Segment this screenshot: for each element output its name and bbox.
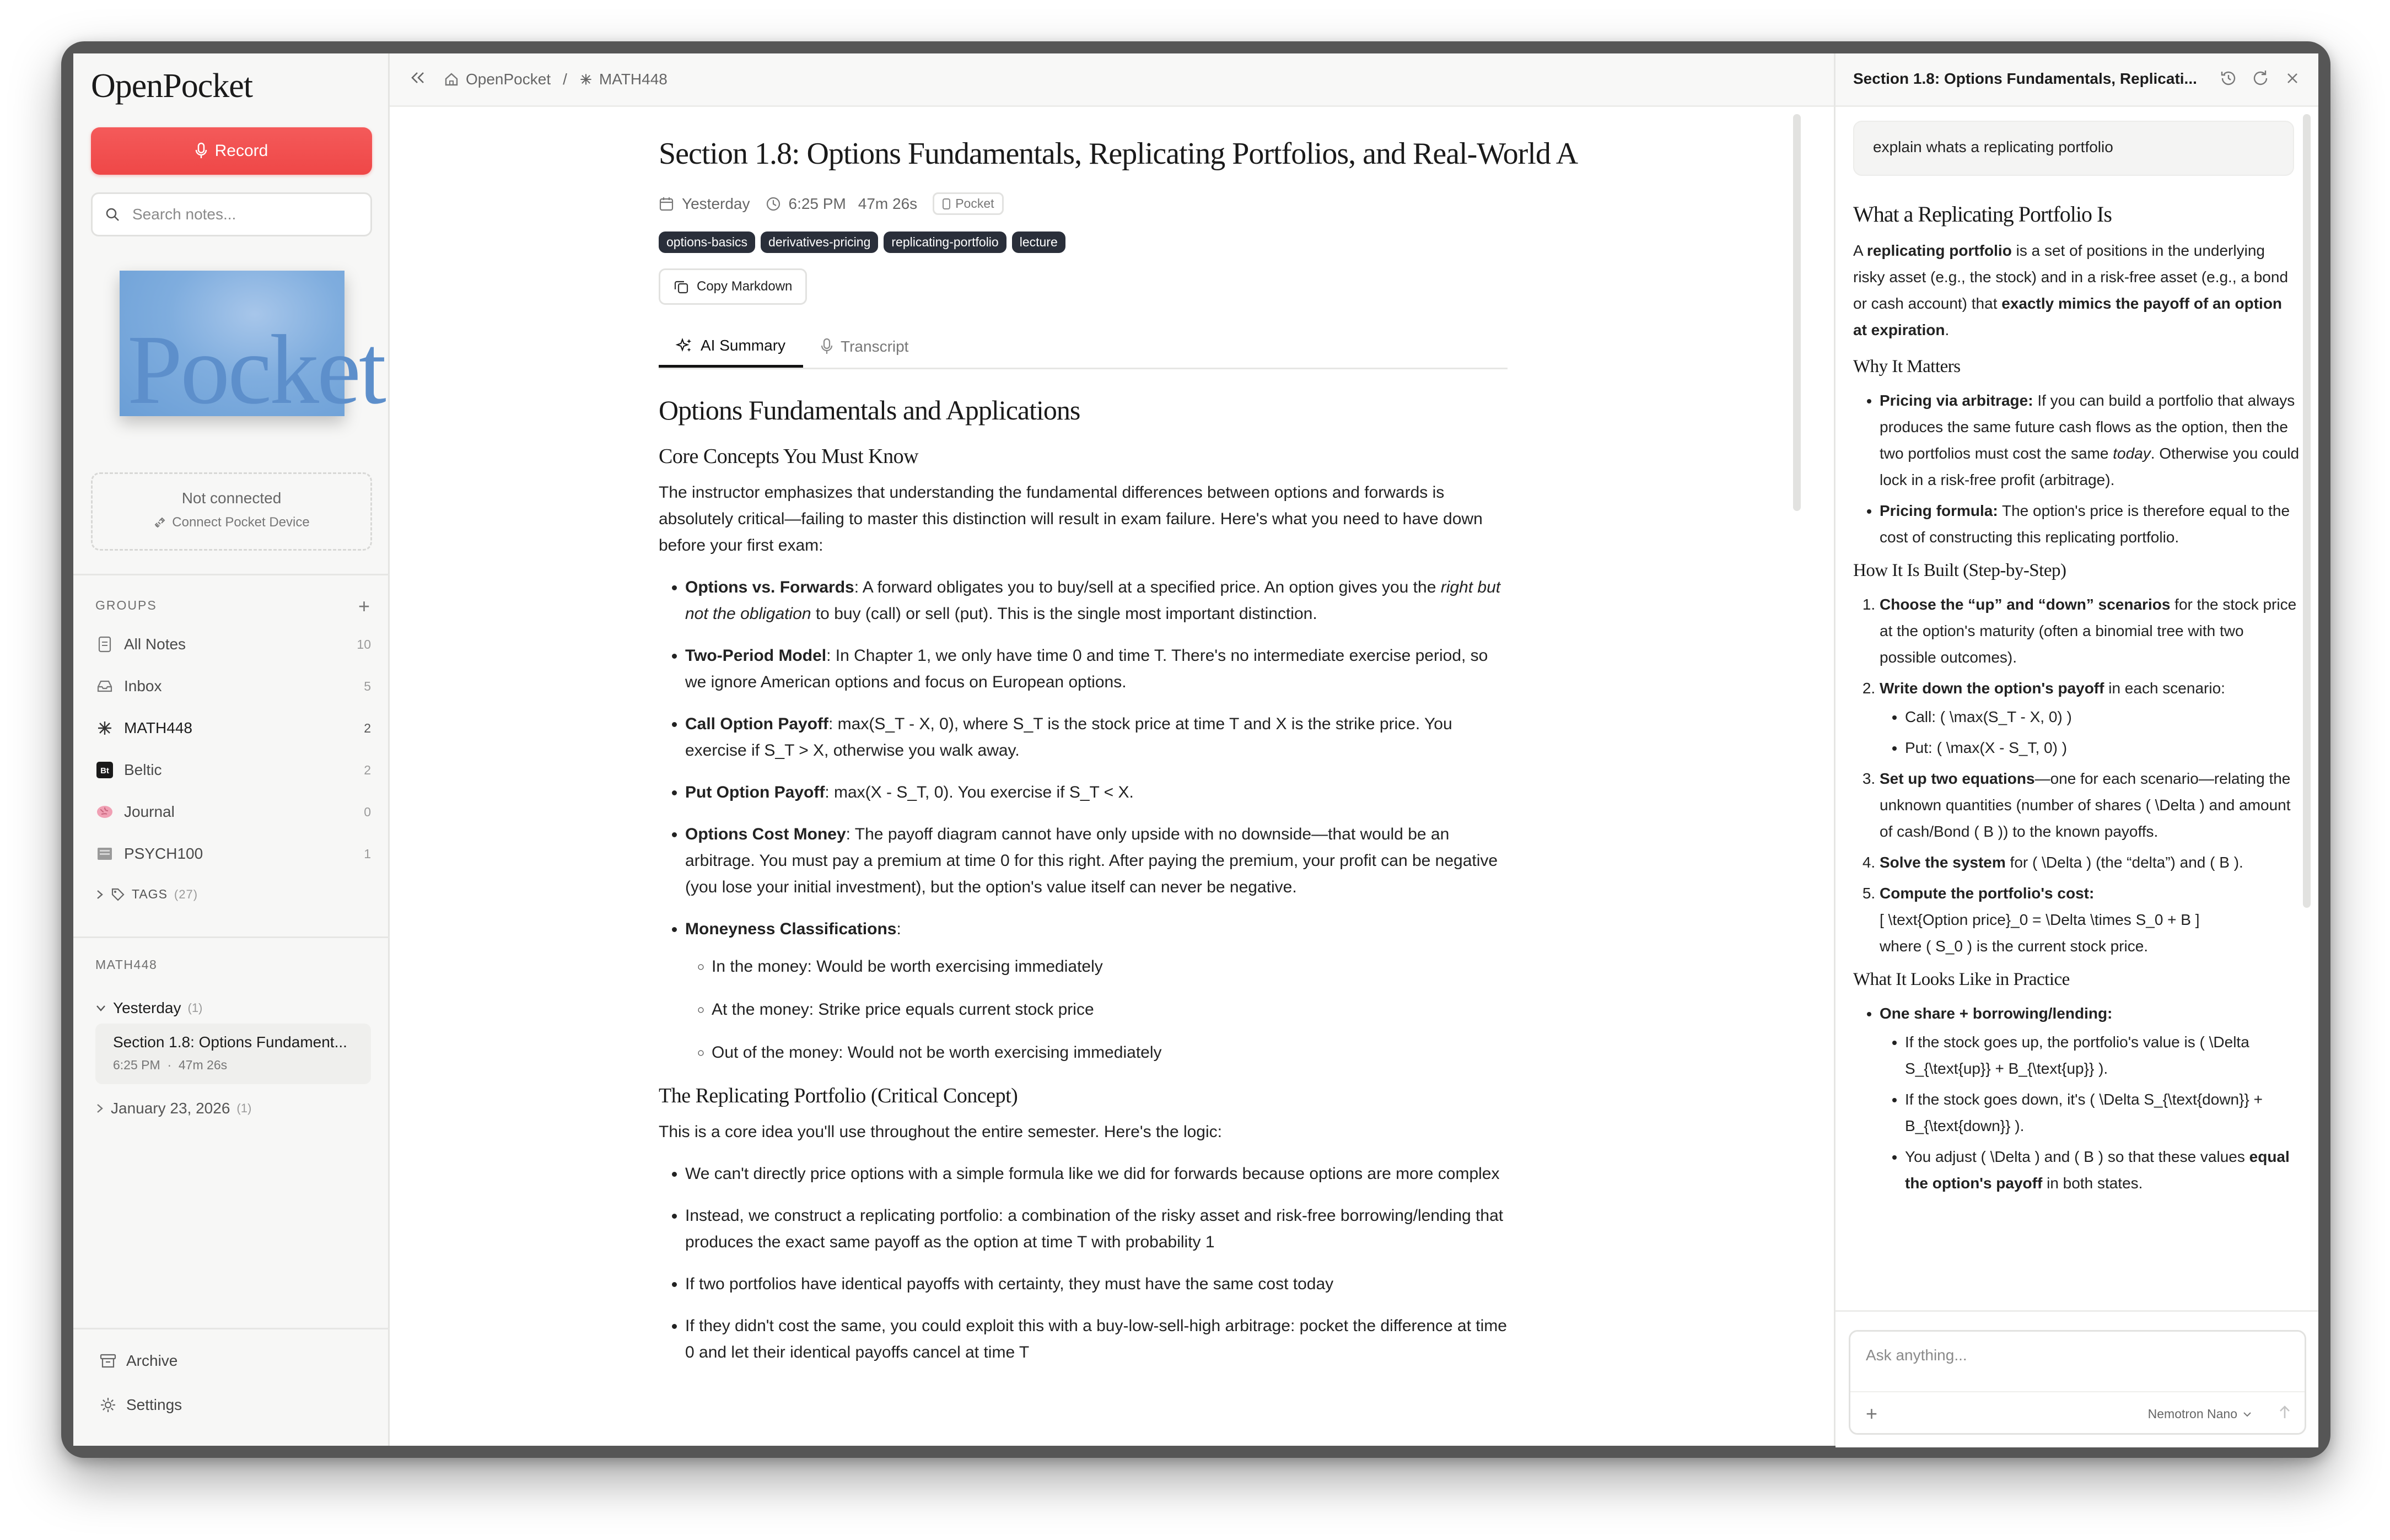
breadcrumb	[444, 71, 668, 88]
sidebar	[73, 53, 390, 1446]
device-connection-box	[91, 472, 372, 551]
archive-icon	[100, 1353, 116, 1369]
sidebar-item-all-notes[interactable]	[95, 628, 371, 661]
microphone-icon	[821, 338, 833, 355]
sidebar-item-beltic[interactable]	[95, 753, 371, 787]
bullet-text: to buy (call) or sell (put). This is the single most important distinction.	[811, 605, 1317, 623]
sidebar-item-psych100[interactable]	[95, 837, 371, 870]
sub-bullet-list	[1880, 1029, 2300, 1197]
add-group-button[interactable]: +	[358, 595, 371, 617]
main-content	[390, 53, 1834, 1446]
text: If you can build a portfolio that always produces the same future cash flows as the option, then the two portfolios must cost the same	[1880, 392, 2295, 462]
bullet-label: Options vs. Forwards	[685, 578, 854, 596]
paragraph: This is a core idea you'll use throughout the entire semester. Here's the logic:	[659, 1123, 1222, 1141]
tab-label: Transcript	[841, 338, 909, 355]
device-icon	[942, 198, 951, 210]
tags-toggle[interactable]	[95, 887, 198, 902]
date-group-label: Yesterday	[113, 999, 181, 1016]
note-duration: 47m 26s	[858, 195, 918, 212]
bullet-text: : The payoff diagram cannot have only upside with no downside—that would be an arbitrage. You must pay a premium at time 0 for this right. After paying the premium, your profit can be negative (you lose your initial investment), but the option's value itself can never be negative.	[685, 825, 1498, 896]
response-subheading: What It Looks Like in Practice	[1853, 970, 2070, 989]
gear-icon	[100, 1397, 116, 1413]
list-item	[1880, 498, 2300, 551]
text: A	[1853, 242, 1867, 259]
paragraph	[1853, 238, 2300, 343]
note-date: Yesterday	[682, 195, 750, 212]
list-item	[685, 574, 1508, 627]
group-label: All Notes	[124, 636, 186, 653]
note-document	[659, 136, 1578, 1381]
text: The option's price is therefore equal to the cost of constructing this replicating portfolio.	[1880, 502, 2290, 546]
clock-icon	[766, 196, 781, 212]
list-item: • If two portfolios have identical payoffs with certainty, they must have the same cost today	[685, 1271, 1508, 1297]
list-item: • Put: ( \max(X - S_T, 0) )	[1905, 735, 2300, 761]
inbox-icon	[95, 677, 114, 696]
date-group-january[interactable]	[95, 1100, 251, 1117]
sidebar-divider	[73, 574, 390, 575]
list-item	[1880, 387, 2300, 493]
text: in both states.	[2042, 1175, 2143, 1192]
list-item	[1880, 766, 2300, 845]
list-item	[1905, 1144, 2300, 1197]
bullet-text: : In Chapter 1, we only have time 0 and time T. There's no intermediate exercise period, so we ignore American options and focus on European options.	[685, 647, 1488, 691]
group-count: 2	[364, 720, 371, 735]
sidebar-divider	[73, 936, 390, 938]
bold-text: equal the option's payoff	[1905, 1148, 2290, 1192]
sidebar-item-math448[interactable]	[95, 712, 371, 745]
bullet-text: :	[896, 920, 901, 938]
bold-text: Set up two equations	[1880, 770, 2035, 787]
bold-text: One share + borrowing/lending:	[1880, 1005, 2113, 1022]
bold-text: replicating portfolio	[1866, 242, 2012, 259]
cover-logo-text: Pocket	[127, 315, 384, 424]
model-label: Nemotron Nano	[2147, 1407, 2237, 1421]
main-scrollbar[interactable]	[1793, 114, 1801, 511]
archive-label: Archive	[126, 1352, 178, 1369]
group-count: 1	[364, 846, 371, 861]
text: You adjust ( \Delta ) and ( B ) so that these values	[1905, 1148, 2249, 1165]
bullet-label: Moneyness Classifications	[685, 920, 897, 938]
app-title: OpenPocket	[91, 67, 253, 105]
sparkle-icon	[95, 719, 114, 737]
note-title: Section 1.8: Options Fundamentals, Replicating Portfolios, and Real-World A	[659, 137, 1578, 171]
date-group-count: (1)	[187, 1001, 203, 1015]
group-label: Beltic	[124, 761, 162, 778]
note-list-dot: ·	[167, 1058, 172, 1072]
tags-count: (27)	[174, 887, 198, 901]
chat-panel-title: Section 1.8: Options Fundamentals, Replicati...	[1853, 70, 2197, 87]
text: .	[1945, 321, 1950, 338]
list-item	[1880, 675, 2300, 761]
microphone-icon	[195, 143, 207, 159]
tags-label: TAGS	[132, 887, 168, 901]
sub-bullet-list	[685, 954, 1508, 1066]
list-item	[1880, 591, 2300, 671]
bullet-label: Put Option Payoff	[685, 783, 825, 801]
archive-button[interactable]	[100, 1352, 177, 1370]
bold-text: Solve the system	[1880, 854, 2006, 871]
notebook-icon	[95, 844, 114, 863]
app-window	[61, 41, 2330, 1458]
group-label: PSYCH100	[124, 845, 203, 862]
connect-device-link[interactable]	[93, 515, 370, 530]
brain-icon	[95, 803, 114, 821]
chat-scrollbar[interactable]	[2303, 114, 2311, 908]
sidebar-item-journal[interactable]	[95, 795, 371, 828]
chat-composer	[1849, 1330, 2306, 1435]
chevron-right-icon	[95, 889, 104, 900]
text: —one for each scenario—relating the unknown quantities (number of shares ( \Delta ) and amount of cash/Bond ( B )) to the known payoffs.	[1880, 770, 2291, 840]
group-count: 0	[364, 804, 371, 819]
text: for ( \Delta ) (the “delta”) and ( B ).	[2005, 854, 2243, 871]
tab-label: AI Summary	[701, 336, 786, 354]
text: in each scenario:	[2104, 680, 2225, 697]
bullet-text: : A forward obligates you to buy/sell at a specified price. An option gives you the	[854, 578, 1441, 596]
record-button[interactable]	[91, 127, 372, 175]
source-badge-label: Pocket	[955, 196, 994, 211]
copy-icon	[674, 279, 689, 294]
group-label: Inbox	[124, 677, 162, 694]
bullet-label: Call Option Payoff	[685, 715, 829, 733]
bullet-label: Two-Period Model	[685, 647, 827, 665]
note-list-time: 6:25 PM	[113, 1058, 160, 1072]
group-label: Journal	[124, 803, 175, 820]
group-label: MATH448	[124, 719, 192, 736]
note-list-title: Section 1.8: Options Fundament...	[113, 1033, 347, 1051]
group-count: 10	[357, 637, 371, 651]
user-message: explain whats a replicating portfolio	[1853, 121, 2294, 176]
plug-icon	[153, 516, 166, 529]
response-subheading: Why It Matters	[1853, 357, 1961, 376]
list-item	[685, 643, 1508, 696]
chat-panel	[1834, 53, 2318, 1446]
bold-text: Pricing formula:	[1880, 502, 1998, 519]
svg-text:Bt: Bt	[100, 766, 109, 776]
connect-device-label: Connect Pocket Device	[172, 515, 310, 530]
bold-text: Write down the option's payoff	[1880, 680, 2104, 697]
refresh-icon[interactable]	[2251, 69, 2270, 88]
bullet-label: Options Cost Money	[685, 825, 846, 843]
file-icon	[95, 635, 114, 654]
top-bar	[390, 53, 1834, 107]
chevron-right-icon	[95, 1103, 104, 1114]
copy-markdown-label: Copy Markdown	[697, 279, 793, 294]
bold-text: Pricing via arbitrage:	[1880, 392, 2033, 409]
response-heading: What a Replicating Portfolio Is	[1853, 202, 2112, 227]
search-icon	[105, 207, 120, 222]
source-badge	[933, 192, 1003, 215]
tag-pill[interactable]: replicating-portfolio	[884, 231, 1006, 253]
list-item: • We can't directly price options with a simple formula like we did for forwards because options are more complex	[685, 1161, 1508, 1187]
bullet-list	[659, 1161, 1508, 1366]
note-tags	[659, 231, 1508, 253]
sidebar-item-inbox[interactable]	[95, 670, 371, 703]
history-icon[interactable]	[2219, 69, 2238, 88]
list-item: • If they didn't cost the same, you could exploit this with a buy-low-sell-high arbitrage: pocket the difference at time 0 and let their identical payoffs cancel at time T	[685, 1313, 1508, 1366]
group-count: 5	[364, 679, 371, 693]
formula-text: [ \text{Option price}_0 = \Delta \times S_0 + B ]	[1880, 911, 2200, 928]
list-item: ◦ In the money: Would be worth exercising immediately	[712, 954, 1508, 980]
sparkle-icon	[579, 73, 593, 86]
list-item: ◦ At the money: Strike price equals current stock price	[712, 997, 1508, 1023]
settings-label: Settings	[126, 1396, 182, 1413]
italic-text: today	[2113, 445, 2151, 462]
breadcrumb-root[interactable]: OpenPocket	[466, 71, 551, 88]
list-item	[1880, 1000, 2300, 1197]
list-item	[685, 821, 1508, 901]
date-group-count: (1)	[236, 1101, 252, 1115]
app-screen	[73, 53, 2318, 1446]
settings-button[interactable]	[100, 1396, 182, 1414]
search-box[interactable]	[91, 192, 372, 236]
section-heading: The Replicating Portfolio (Critical Concept)	[659, 1084, 1018, 1107]
list-item: • If the stock goes down, it's ( \Delta S_{\text{down}} + B_{\text{down}} ).	[1905, 1086, 2300, 1139]
bold-text: Compute the portfolio's cost:	[1880, 885, 2095, 902]
chat-panel-actions	[2219, 69, 2302, 88]
ai-summary-content	[659, 397, 1508, 1366]
send-button[interactable]	[2278, 1404, 2291, 1424]
note-meta	[659, 192, 1508, 215]
home-icon	[444, 72, 459, 87]
sparkles-icon	[676, 337, 693, 354]
bold-text: Choose the “up” and “down” scenarios	[1880, 596, 2171, 613]
groups-heading	[95, 595, 371, 617]
bullet-list	[659, 574, 1508, 1066]
list-item	[685, 916, 1508, 1066]
list-item	[1880, 849, 2300, 876]
beltic-logo-icon	[95, 761, 114, 779]
record-label: Record	[214, 142, 268, 160]
tab-ai-summary[interactable]	[659, 326, 803, 368]
list-item: • Instead, we construct a replicating portfolio: a combination of the risky asset and risk-free borrowing/lending that produces the exact same payoff as the option at time T with probability 1	[685, 1203, 1508, 1256]
text: . Otherwise you could lock in a risk-free profit (arbitrage).	[1880, 445, 2300, 488]
breadcrumb-separator: /	[563, 71, 567, 88]
text: is a set of positions in the underlying risky asset (e.g., the stock) and in a risk-free asset (e.g., a bond or cash account) that	[1853, 242, 2289, 312]
calendar-icon	[659, 196, 674, 212]
device-status: Not connected	[181, 489, 282, 507]
note-time: 6:25 PM	[788, 195, 846, 212]
tag-icon	[111, 887, 125, 902]
date-group-label: January 23, 2026	[111, 1100, 230, 1117]
group-count: 2	[364, 762, 371, 777]
chevron-down-icon	[95, 1004, 106, 1013]
note-list-meta	[113, 1058, 227, 1073]
tag-pill[interactable]: options-basics	[659, 231, 755, 253]
composer-divider	[1850, 1391, 2305, 1392]
response-subheading: How It Is Built (Step-by-Step)	[1853, 561, 2066, 580]
breadcrumb-current[interactable]: MATH448	[599, 71, 668, 88]
bullet-list	[1853, 387, 2300, 551]
date-group-yesterday[interactable]	[95, 999, 202, 1017]
paragraph: The instructor emphasizes that understanding the fundamental differences between options and forwards is absolutely critical—failing to master this distinction will result in exam failure. Here's what you need to have down before your first exam:	[659, 483, 1483, 554]
sidebar-divider	[73, 1328, 390, 1329]
text: where ( S_0 ) is the current stock price.	[1880, 938, 2149, 955]
note-tabs	[659, 326, 1508, 369]
pocket-cover-image	[120, 271, 384, 424]
assistant-response	[1853, 201, 2300, 1202]
text: for the stock price at the option's maturity (often a binomial tree with two possible outcomes).	[1880, 596, 2297, 666]
list-item: • If the stock goes up, the portfolio's value is ( \Delta S_{\text{up}} + B_{\text{up}} ).	[1905, 1029, 2300, 1082]
bullet-text: : max(S_T - X, 0), where S_T is the stock price at time T and X is the strike price. You exercise if S_T > X, otherwise you walk away.	[685, 715, 1452, 760]
list-item: ◦ Out of the money: Would not be worth exercising immediately	[712, 1040, 1508, 1066]
list-item	[1880, 880, 2300, 960]
list-item	[685, 711, 1508, 764]
bullet-list	[1853, 1000, 2300, 1197]
note-list-duration: 47m 26s	[178, 1058, 228, 1072]
collapse-sidebar-icon[interactable]	[410, 71, 426, 88]
bullet-text: : max(X - S_T, 0). You exercise if S_T < X.	[825, 783, 1134, 801]
copy-markdown-button[interactable]	[659, 268, 807, 305]
bold-text: exactly mimics the payoff of an option at expiration	[1853, 295, 2283, 338]
search-input[interactable]	[131, 205, 354, 224]
add-attachment-button[interactable]: +	[1866, 1402, 1878, 1425]
notes-section-label: MATH448	[95, 957, 158, 972]
tab-transcript[interactable]	[803, 326, 926, 368]
numbered-list	[1853, 591, 2300, 960]
sub-bullet-list	[1880, 704, 2300, 761]
list-item	[685, 779, 1508, 806]
tag-pill[interactable]: lecture	[1012, 231, 1065, 253]
chevron-down-icon	[2243, 1411, 2252, 1418]
summary-heading: Options Fundamentals and Applications	[659, 395, 1080, 426]
tag-pill[interactable]: derivatives-pricing	[761, 231, 878, 253]
note-list-item[interactable]	[95, 1024, 371, 1084]
bullet-emphasis: right but not the obligation	[685, 578, 1501, 623]
model-selector[interactable]	[2148, 1407, 2252, 1421]
chat-panel-header	[1835, 53, 2318, 107]
groups-heading-label: GROUPS	[95, 598, 157, 612]
arrow-up-icon	[2278, 1404, 2291, 1420]
list-item: • Call: ( \max(S_T - X, 0) )	[1905, 704, 2300, 730]
close-icon[interactable]	[2283, 69, 2302, 88]
section-heading: Core Concepts You Must Know	[659, 445, 919, 468]
ask-input[interactable]	[1865, 1346, 2286, 1365]
